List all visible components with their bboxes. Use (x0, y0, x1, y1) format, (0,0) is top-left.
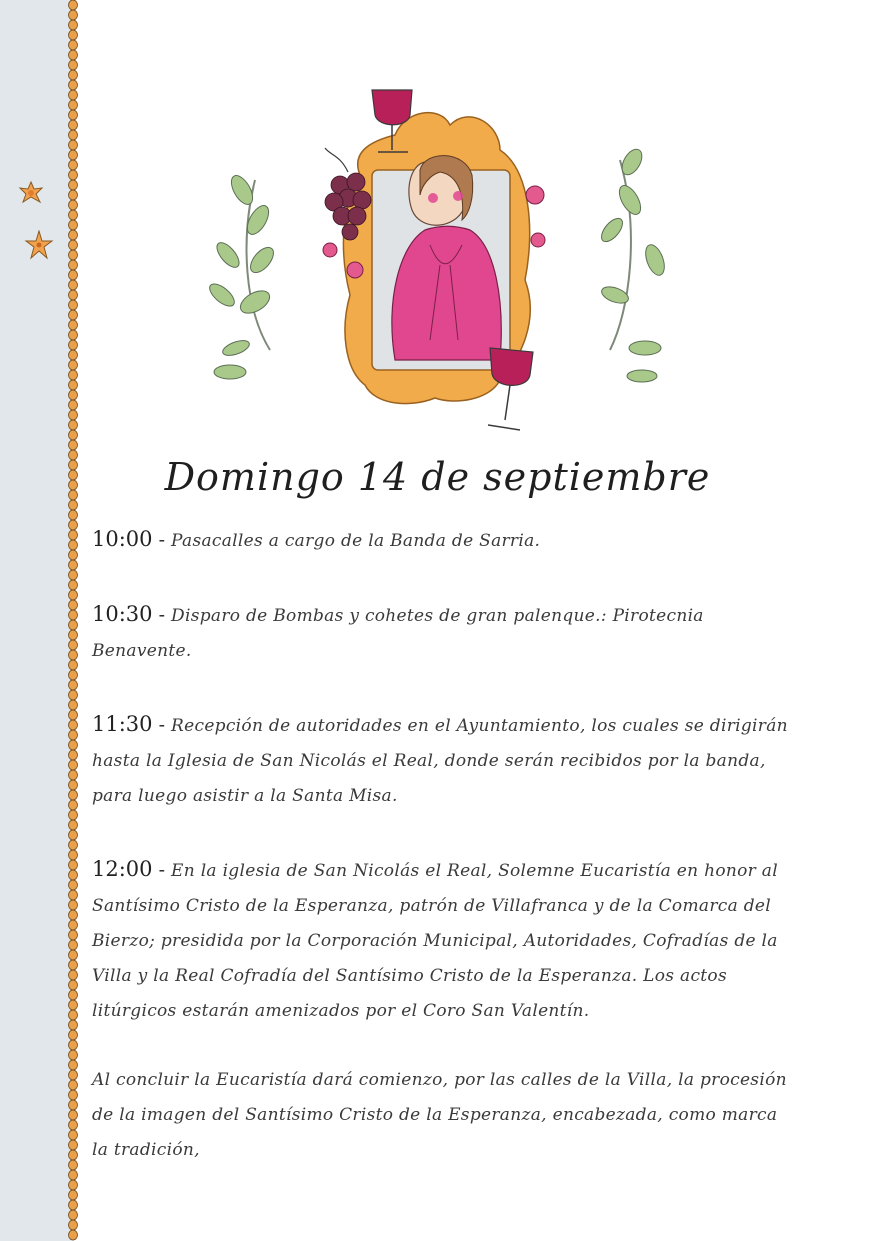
bead (69, 1200, 78, 1210)
bead (69, 1130, 78, 1140)
bead (69, 1050, 78, 1060)
bead (69, 750, 78, 760)
entry-separator: - (152, 604, 172, 626)
bead (69, 330, 78, 340)
bead (69, 730, 78, 740)
saint-portrait-illustration (200, 80, 680, 450)
bead (69, 1120, 78, 1130)
wine-glass-bottom (488, 348, 533, 430)
flower-icon (16, 180, 46, 206)
bead (69, 1180, 78, 1190)
bead (69, 580, 78, 590)
bead (69, 860, 78, 870)
bead (69, 280, 78, 290)
bead (69, 320, 78, 330)
entry-text: Pasacalles a cargo de la Banda de Sarria. (171, 531, 541, 551)
bead (69, 680, 78, 690)
bead (69, 120, 78, 130)
entry-separator: - (152, 714, 172, 736)
bead (69, 630, 78, 640)
bead (69, 920, 78, 930)
entry-text: Recepción de autoridades en el Ayuntamiento, los cuales se dirigirán hasta la Iglesia de San Nicolás el Real, donde serán recibidos por la banda, para luego asistir a la Santa Misa. (92, 716, 788, 806)
entry-time: 10:00 (92, 527, 153, 551)
bead (69, 570, 78, 580)
bead (69, 0, 78, 10)
bead (69, 430, 78, 440)
entry-time: 11:30 (92, 712, 153, 736)
bead (69, 50, 78, 60)
bead (69, 230, 78, 240)
bead (69, 560, 78, 570)
bead (69, 100, 78, 110)
bead (69, 900, 78, 910)
entry-time: 12:00 (92, 857, 153, 881)
bead (69, 1110, 78, 1120)
bead (69, 670, 78, 680)
bead (69, 240, 78, 250)
bead (69, 770, 78, 780)
bead (69, 220, 78, 230)
bead (69, 10, 78, 20)
bead (69, 690, 78, 700)
bead (69, 640, 78, 650)
bead (69, 510, 78, 520)
bead (69, 250, 78, 260)
closing-text: Al concluir la Eucaristía dará comienzo, por las calles de la Villa, la procesión de la imagen del Santísimo Cristo de la Esperanza, encabezada, como marca la tradición, (92, 1070, 787, 1160)
closing-paragraph (92, 1063, 797, 1168)
bead (69, 930, 78, 940)
entry-separator: - (152, 529, 172, 551)
bead (69, 160, 78, 170)
bead (69, 550, 78, 560)
bead (69, 380, 78, 390)
bead (69, 810, 78, 820)
bead (69, 940, 78, 950)
bead (69, 270, 78, 280)
bead (69, 890, 78, 900)
bead (69, 700, 78, 710)
bead (69, 40, 78, 50)
page-heading: Domingo 14 de septiembre (164, 455, 711, 499)
bead (69, 590, 78, 600)
bead (69, 660, 78, 670)
bead (69, 540, 78, 550)
schedule-entry (92, 522, 797, 559)
bead (69, 140, 78, 150)
bead (69, 370, 78, 380)
bead (69, 340, 78, 350)
bead (69, 1080, 78, 1090)
entry-text: En la iglesia de San Nicolás el Real, Solemne Eucaristía en honor al Santísimo Cristo de la Esperanza, patrón de Villafranca y de la Comarca del Bierzo; presidida por la Corporación Municipal, Autoridades, Cofradías de la Villa y la Real Cofradía del Santísimo Cristo de la Esperanza. Los actos litúrgicos estarán amenizados por el Coro San Valentín. (92, 861, 778, 1021)
bead (69, 740, 78, 750)
bead (69, 800, 78, 810)
bead (69, 350, 78, 360)
bead (69, 30, 78, 40)
entry-separator: - (152, 859, 172, 881)
bead-chain-border (66, 0, 80, 1241)
bead (69, 820, 78, 830)
bead (69, 400, 78, 410)
bead (69, 880, 78, 890)
left-laurel-branch (206, 172, 278, 379)
bead (69, 390, 78, 400)
bead (69, 440, 78, 450)
bead (69, 290, 78, 300)
bead (69, 70, 78, 80)
schedule-entry (92, 597, 797, 669)
bead (69, 1060, 78, 1070)
bead (69, 1090, 78, 1100)
bead (69, 870, 78, 880)
bead (69, 950, 78, 960)
bead (69, 500, 78, 510)
bead (69, 710, 78, 720)
bead (69, 610, 78, 620)
bead (69, 1190, 78, 1200)
schedule-entry (92, 852, 797, 1029)
bead (69, 530, 78, 540)
bead (69, 600, 78, 610)
bead (69, 200, 78, 210)
bead (69, 1150, 78, 1160)
schedule-entry (92, 707, 797, 814)
entry-text: Disparo de Bombas y cohetes de gran palenque.: Pirotecnia Benavente. (92, 606, 704, 661)
bead (69, 90, 78, 100)
bead (69, 150, 78, 160)
bead (69, 720, 78, 730)
bead (69, 130, 78, 140)
bead (69, 910, 78, 920)
bead (69, 650, 78, 660)
bead (69, 960, 78, 970)
bead (69, 830, 78, 840)
bead (69, 20, 78, 30)
bead (69, 300, 78, 310)
bead (69, 180, 78, 190)
schedule-list (92, 522, 797, 1206)
bead (69, 360, 78, 370)
bead (69, 1000, 78, 1010)
bead (69, 1170, 78, 1180)
bead (69, 420, 78, 430)
bead (69, 1070, 78, 1080)
bead (69, 970, 78, 980)
bead (69, 990, 78, 1000)
bead (69, 1230, 78, 1240)
bead (69, 790, 78, 800)
bead (69, 520, 78, 530)
bead (69, 1160, 78, 1170)
bead (69, 840, 78, 850)
bead (69, 1140, 78, 1150)
entry-time: 10:30 (92, 602, 153, 626)
bead (69, 1030, 78, 1040)
bead (69, 310, 78, 320)
bead (69, 410, 78, 420)
bead (69, 260, 78, 270)
bead (69, 110, 78, 120)
bead (69, 760, 78, 770)
bead (69, 190, 78, 200)
bead (69, 620, 78, 630)
bead (69, 1020, 78, 1030)
bead (69, 1220, 78, 1230)
bead (69, 1040, 78, 1050)
bead (69, 1100, 78, 1110)
bead (69, 980, 78, 990)
bead (69, 780, 78, 790)
bead (69, 210, 78, 220)
right-laurel-branch (598, 146, 668, 382)
star-flower-icon (24, 230, 54, 260)
bead (69, 1210, 78, 1220)
bead (69, 60, 78, 70)
bead (69, 850, 78, 860)
bead (69, 170, 78, 180)
bead (69, 80, 78, 90)
bead (69, 1010, 78, 1020)
